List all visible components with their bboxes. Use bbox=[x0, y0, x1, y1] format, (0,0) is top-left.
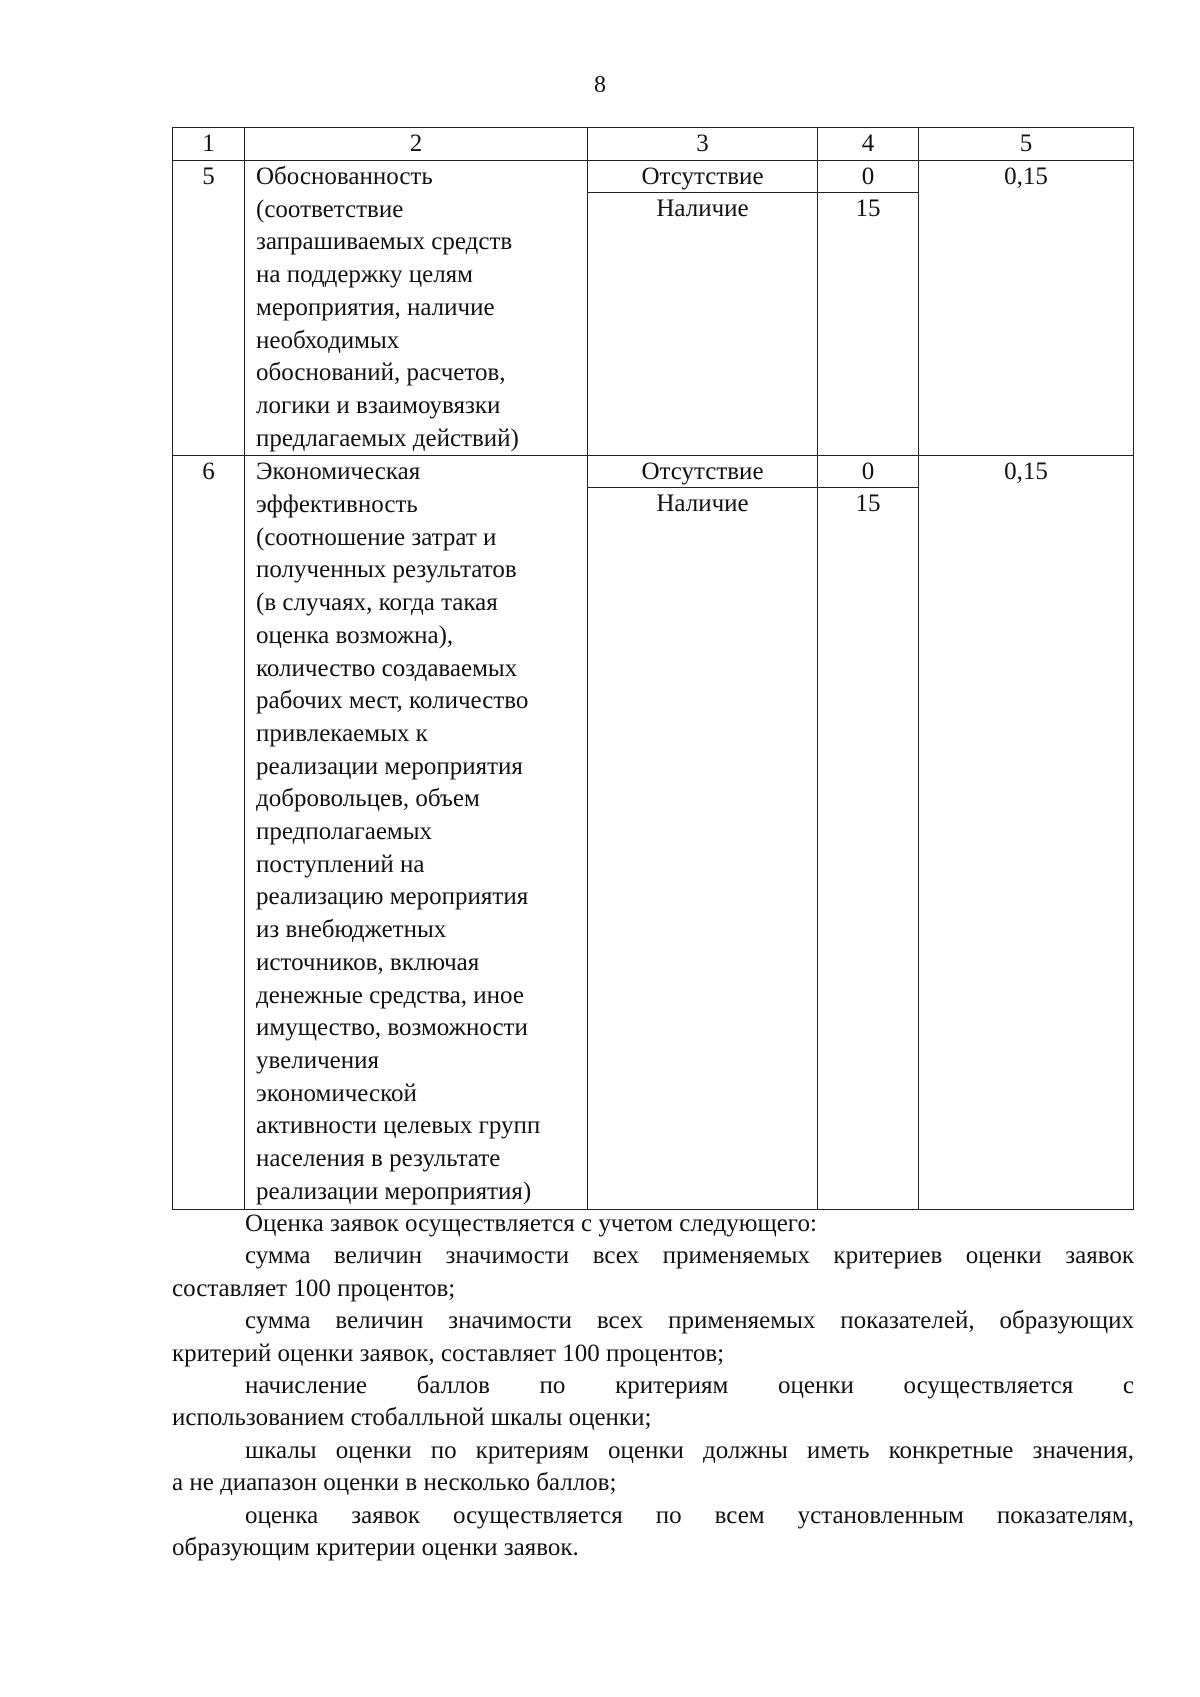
criterion-line: увеличения bbox=[256, 1046, 380, 1074]
criterion-cell bbox=[245, 161, 588, 456]
criterion-line: (соответствие bbox=[256, 195, 404, 223]
row-number: 6 bbox=[173, 456, 245, 1209]
header-cell-4: 4 bbox=[818, 128, 919, 161]
intro-paragraph bbox=[172, 1208, 1134, 1240]
paragraph-line: сумма величин значимости всех применяемых критериев оценки заявок bbox=[245, 1242, 1134, 1270]
criterion-cell bbox=[245, 456, 588, 1209]
criteria-table bbox=[172, 127, 1134, 1210]
list-paragraph bbox=[172, 1240, 1134, 1305]
paragraph-line: Оценка заявок осуществляется с учетом следующего: bbox=[245, 1210, 817, 1237]
criterion-line: источников, включая bbox=[256, 948, 480, 976]
criterion-line: рабочих мест, количество bbox=[256, 687, 529, 715]
criterion-line: активности целевых групп bbox=[256, 1112, 541, 1140]
page-number: 8 bbox=[594, 72, 606, 98]
paragraph-line: составляет 100 процентов; bbox=[172, 1274, 456, 1302]
criterion-line: эффективность bbox=[256, 491, 418, 519]
criterion-line: оценка возможна), bbox=[256, 621, 454, 649]
criterion-line: на поддержку целям bbox=[256, 261, 474, 289]
body-text bbox=[172, 1208, 1134, 1564]
value-cell: Отсутствие bbox=[588, 161, 818, 193]
points-cell: 15 bbox=[818, 488, 919, 1209]
header-cell-3: 3 bbox=[588, 128, 818, 161]
weight-cell: 0,15 bbox=[919, 456, 1134, 1209]
paragraph-line: шкалы оценки по критериям оценки должны иметь конкретные значения, bbox=[245, 1436, 1134, 1464]
paragraph-line: образующим критерии оценки заявок. bbox=[172, 1534, 579, 1562]
points-cell: 0 bbox=[818, 161, 919, 193]
criterion-line: полученных результатов bbox=[256, 556, 517, 584]
criterion-line: имущество, возможности bbox=[256, 1014, 528, 1042]
criterion-line: реализации мероприятия) bbox=[256, 1177, 532, 1205]
criterion-line: мероприятия, наличие bbox=[256, 293, 495, 321]
criterion-line: количество создаваемых bbox=[256, 654, 518, 682]
header-cell-2: 2 bbox=[245, 128, 588, 161]
value-cell: Отсутствие bbox=[588, 456, 818, 488]
header-cell-1: 1 bbox=[173, 128, 245, 161]
criterion-line: реализации мероприятия bbox=[256, 752, 523, 780]
list-paragraph bbox=[172, 1305, 1134, 1370]
points-cell: 0 bbox=[818, 456, 919, 488]
criterion-line: экономической bbox=[256, 1079, 417, 1107]
list-paragraph bbox=[172, 1500, 1134, 1565]
weight-cell: 0,15 bbox=[919, 161, 1134, 456]
table-row bbox=[173, 161, 1134, 193]
criterion-line: привлекаемых к bbox=[256, 719, 428, 747]
criterion-line: (в случаях, когда такая bbox=[256, 589, 498, 617]
criterion-line: Обоснованность bbox=[256, 163, 433, 190]
criterion-line: необходимых bbox=[256, 326, 400, 354]
list-paragraph bbox=[172, 1370, 1134, 1435]
criterion-line: населения в результате bbox=[256, 1145, 501, 1173]
table-header-row bbox=[173, 128, 1134, 161]
paragraph-line: использованием стобалльной шкалы оценки; bbox=[172, 1404, 652, 1432]
criterion-line: предполагаемых bbox=[256, 818, 433, 846]
criterion-line: обоснований, расчетов, bbox=[256, 359, 506, 387]
criterion-line: реализацию мероприятия bbox=[256, 883, 529, 911]
criterion-line: запрашиваемых средств bbox=[256, 228, 513, 256]
header-cell-5: 5 bbox=[919, 128, 1134, 161]
table-row bbox=[173, 456, 1134, 488]
paragraph-line: оценка заявок осуществляется по всем установленным показателям, bbox=[245, 1501, 1134, 1529]
criterion-line: (соотношение затрат и bbox=[256, 523, 497, 551]
criterion-line: поступлений на bbox=[256, 850, 425, 878]
paragraph-line: сумма величин значимости всех применяемых показателей, образующих bbox=[245, 1307, 1134, 1335]
criterion-line: денежные средства, иное bbox=[256, 981, 524, 1009]
points-cell: 15 bbox=[818, 193, 919, 456]
criterion-line: логики и взаимоувязки bbox=[256, 391, 501, 419]
criterion-line: Экономическая bbox=[256, 458, 421, 486]
row-number: 5 bbox=[173, 161, 245, 456]
value-cell: Наличие bbox=[588, 488, 818, 1209]
criterion-line: из внебюджетных bbox=[256, 916, 447, 944]
criterion-line: добровольцев, объем bbox=[256, 785, 480, 813]
criterion-line: предлагаемых действий) bbox=[256, 424, 519, 452]
paragraph-line: а не диапазон оценки в несколько баллов; bbox=[172, 1469, 617, 1497]
list-paragraph bbox=[172, 1435, 1134, 1500]
paragraph-line: начисление баллов по критериям оценки осуществляется с bbox=[245, 1372, 1134, 1400]
value-cell: Наличие bbox=[588, 193, 818, 456]
paragraph-line: критерий оценки заявок, составляет 100 процентов; bbox=[172, 1339, 725, 1367]
